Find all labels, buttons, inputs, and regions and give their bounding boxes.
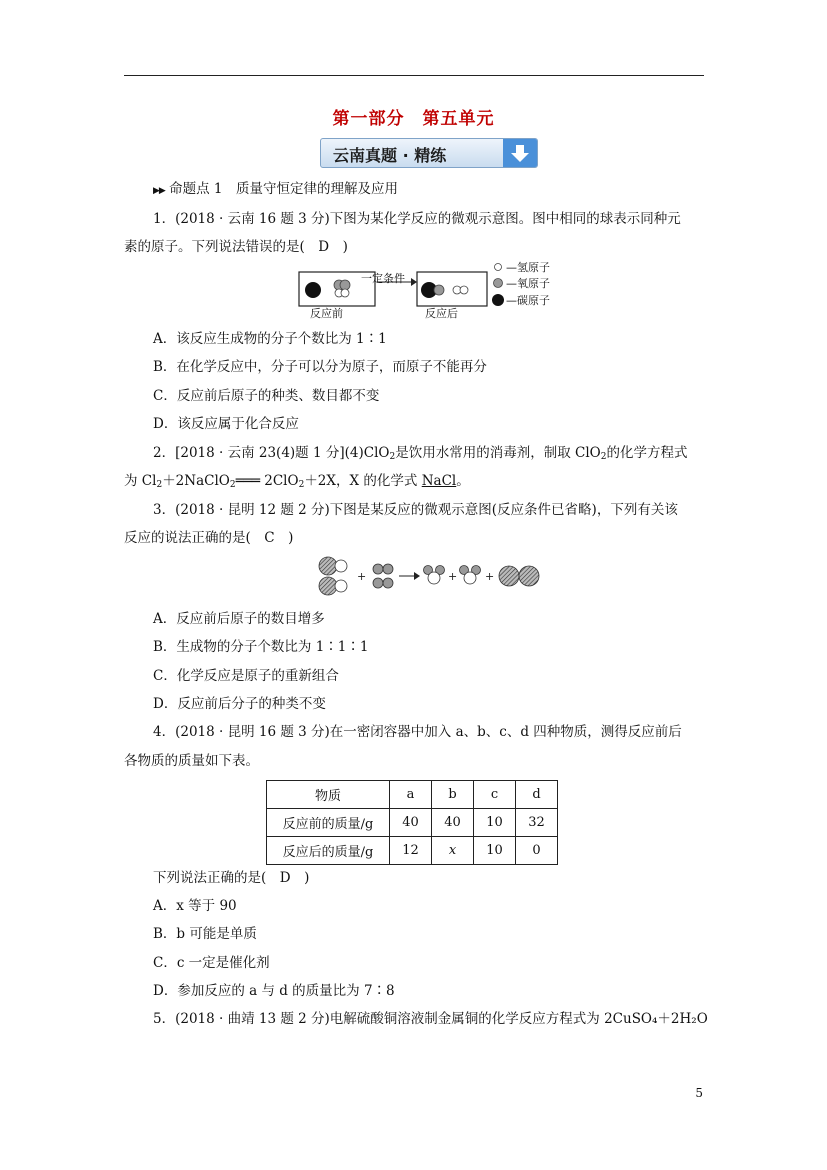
table-header-cell: 物质 bbox=[267, 781, 390, 809]
table-header-cell: a bbox=[390, 781, 432, 809]
table-row bbox=[267, 837, 558, 865]
section-banner bbox=[320, 138, 538, 168]
header-rule bbox=[124, 75, 704, 76]
q3-stem-line1: 3．(2018 · 昆明 12 题 2 分)下图是某反应的微观示意图(反应条件已省略)，下列有关该 bbox=[153, 502, 678, 518]
q3-option-b: B．生成物的分子个数比为 1∶1∶1 bbox=[153, 639, 369, 655]
q1-legend-hydrogen: —氢原子 bbox=[506, 261, 550, 274]
banner-label: 云南真题 · 精练 bbox=[333, 146, 447, 165]
table-cell: 反应后的质量/g bbox=[267, 837, 390, 865]
q1-option-d: D．该反应属于化合反应 bbox=[153, 416, 299, 432]
table-header-cell: b bbox=[432, 781, 474, 809]
svg-text:+: + bbox=[357, 570, 367, 583]
q4-stem-line1: 4．(2018 · 昆明 16 题 3 分)在一密闭容器中加入 a、b、c、d 四种物质，测得反应前后 bbox=[153, 724, 682, 740]
section-heading bbox=[153, 180, 398, 200]
q1-option-c: C．反应前后原子的种类、数目都不变 bbox=[153, 388, 380, 404]
download-arrow-icon bbox=[503, 139, 537, 167]
q1-condition-label: 一定条件 bbox=[361, 272, 405, 285]
table-cell: 32 bbox=[516, 809, 558, 837]
q1-after-label: 反应后 bbox=[425, 307, 458, 320]
q4-prompt: 下列说法正确的是( D ) bbox=[153, 870, 310, 886]
q4-option-b: B．b 可能是单质 bbox=[153, 926, 257, 942]
section-label: 命题点 1 质量守恒定律的理解及应用 bbox=[169, 181, 399, 197]
q2-line2: 为 $Cl_2+2NaClO_2═══$ 2ClO$_2$＋2X，X 的化学式 NaCl。 bbox=[124, 473, 470, 490]
q3-option-d: D．反应前后分子的种类不变 bbox=[153, 696, 326, 712]
svg-text:+: + bbox=[485, 570, 495, 583]
table-cell: 0 bbox=[516, 837, 558, 865]
table-cell: 10 bbox=[474, 837, 516, 865]
q1-option-b: B．在化学反应中，分子可以分为原子，而原子不能再分 bbox=[153, 359, 487, 375]
table-cell: 12 bbox=[390, 837, 432, 865]
table-cell: 10 bbox=[474, 809, 516, 837]
table-cell: 40 bbox=[390, 809, 432, 837]
page-title: 第一部分 第五单元 bbox=[332, 109, 495, 129]
table-cell: x bbox=[432, 837, 474, 865]
table-cell: 40 bbox=[432, 809, 474, 837]
q3-option-a: A．反应前后原子的数目增多 bbox=[153, 611, 325, 627]
q1-option-a: A．该反应生成物的分子个数比为 1∶1 bbox=[153, 331, 387, 347]
table-header-row bbox=[267, 781, 558, 809]
table-cell: 反应前的质量/g bbox=[267, 809, 390, 837]
q1-legend-carbon: —碳原子 bbox=[506, 294, 550, 307]
double-arrow-icon: ▶▶ bbox=[153, 186, 165, 196]
q5-stem: 5．(2018 · 曲靖 13 题 2 分)电解硫酸铜溶液制金属铜的化学反应方程式为 2CuSO₄＋2H₂O bbox=[153, 1011, 708, 1027]
q3-option-c: C．化学反应是原子的重新组合 bbox=[153, 668, 339, 684]
mass-table bbox=[266, 780, 558, 865]
q4-option-c: C．c 一定是催化剂 bbox=[153, 955, 270, 971]
table-header-cell: d bbox=[516, 781, 558, 809]
q2-answer: NaCl bbox=[421, 473, 457, 489]
q1-before-label: 反应前 bbox=[310, 307, 343, 320]
table-row bbox=[267, 809, 558, 837]
page-number: 5 bbox=[695, 1086, 703, 1100]
q1-legend-oxygen: —氧原子 bbox=[506, 277, 550, 290]
q4-option-a: A．x 等于 90 bbox=[153, 898, 237, 914]
q2-line1: 2．[2018 · 云南 23(4)题 1 分](4)ClO$_2$是饮用水常用的消毒剂，制取 ClO$_2$的化学方程式 bbox=[153, 445, 688, 462]
q4-option-d: D．参加反应的 a 与 d 的质量比为 7∶8 bbox=[153, 983, 395, 999]
q4-stem-line2: 各物质的质量如下表。 bbox=[124, 753, 259, 769]
q3-reaction-figure bbox=[310, 553, 545, 599]
table-header-cell: c bbox=[474, 781, 516, 809]
q1-stem-line1: 1．(2018 · 云南 16 题 3 分)下图为某化学反应的微观示意图。图中相同的球表示同种元 bbox=[153, 211, 681, 227]
q3-stem-line2: 反应的说法正确的是( C ) bbox=[124, 530, 294, 546]
q1-stem-line2: 素的原子。下列说法错误的是( D ) bbox=[124, 239, 348, 255]
svg-text:+: + bbox=[448, 570, 458, 583]
